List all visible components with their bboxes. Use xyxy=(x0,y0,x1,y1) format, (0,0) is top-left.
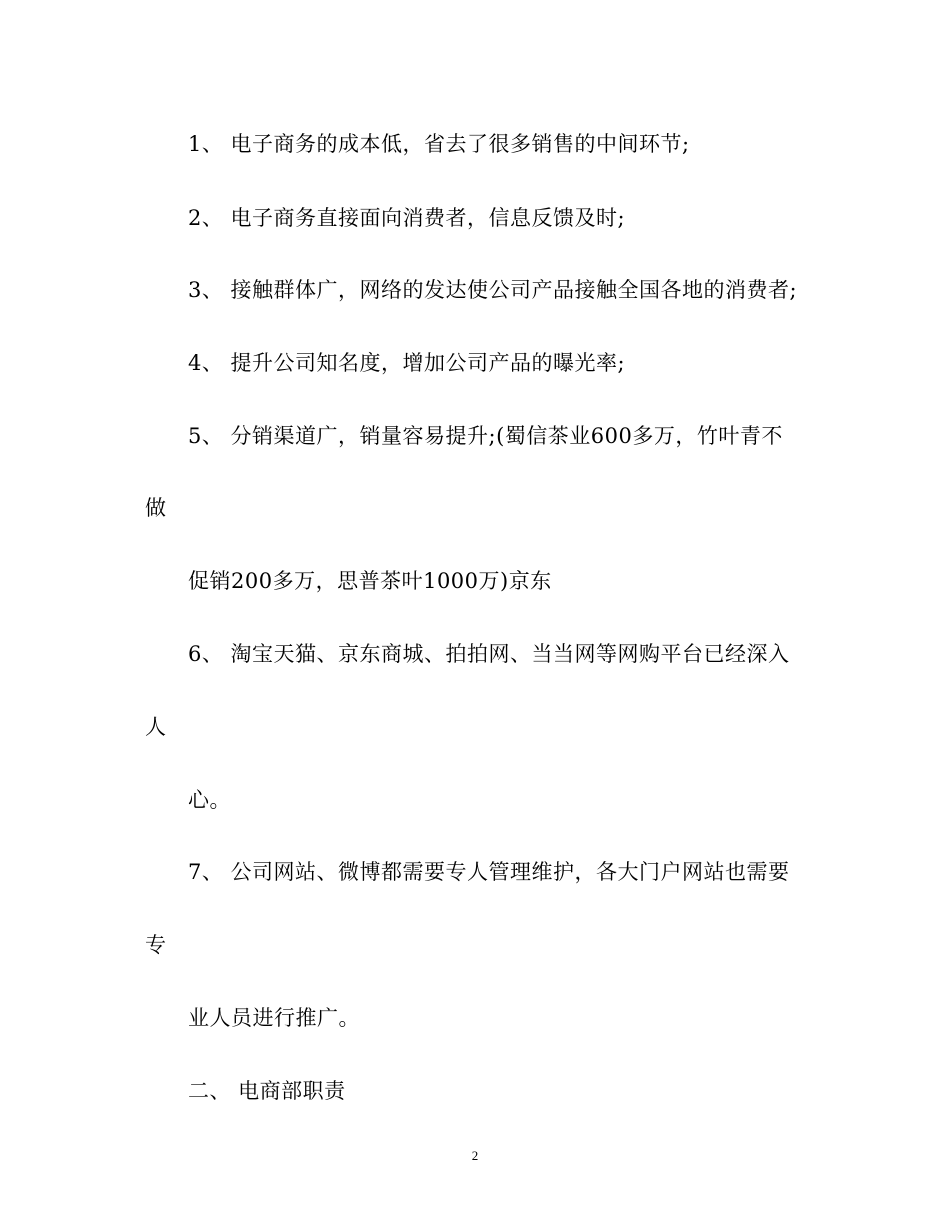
text-line: 做 xyxy=(145,496,167,520)
text-line: 促销200多万，思普茶叶1000万)京东 xyxy=(188,569,552,593)
text-line: 业人员进行推广。 xyxy=(188,1006,360,1030)
text-line: 心。 xyxy=(188,788,231,812)
list-item: 5、 分销渠道广，销量容易提升;(蜀信茶业600多万，竹叶青不 xyxy=(188,424,783,448)
text-line: 专 xyxy=(145,933,167,957)
list-item: 1、 电子商务的成本低，省去了很多销售的中间环节; xyxy=(188,132,690,156)
section-heading: 二、 电商部职责 xyxy=(188,1079,346,1103)
list-item: 2、 电子商务直接面向消费者，信息反馈及时; xyxy=(188,206,626,230)
list-item: 4、 提升公司知名度，增加公司产品的曝光率; xyxy=(188,351,626,375)
list-item: 7、 公司网站、微博都需要专人管理维护，各大门户网站也需要 xyxy=(188,860,790,884)
page-number: 2 xyxy=(471,1148,479,1163)
text-line: 人 xyxy=(145,715,167,739)
list-item: 6、 淘宝天猫、京东商城、拍拍网、当当网等网购平台已经深入 xyxy=(188,642,790,666)
list-item: 3、 接触群体广，网络的发达使公司产品接触全国各地的消费者; xyxy=(188,278,798,302)
